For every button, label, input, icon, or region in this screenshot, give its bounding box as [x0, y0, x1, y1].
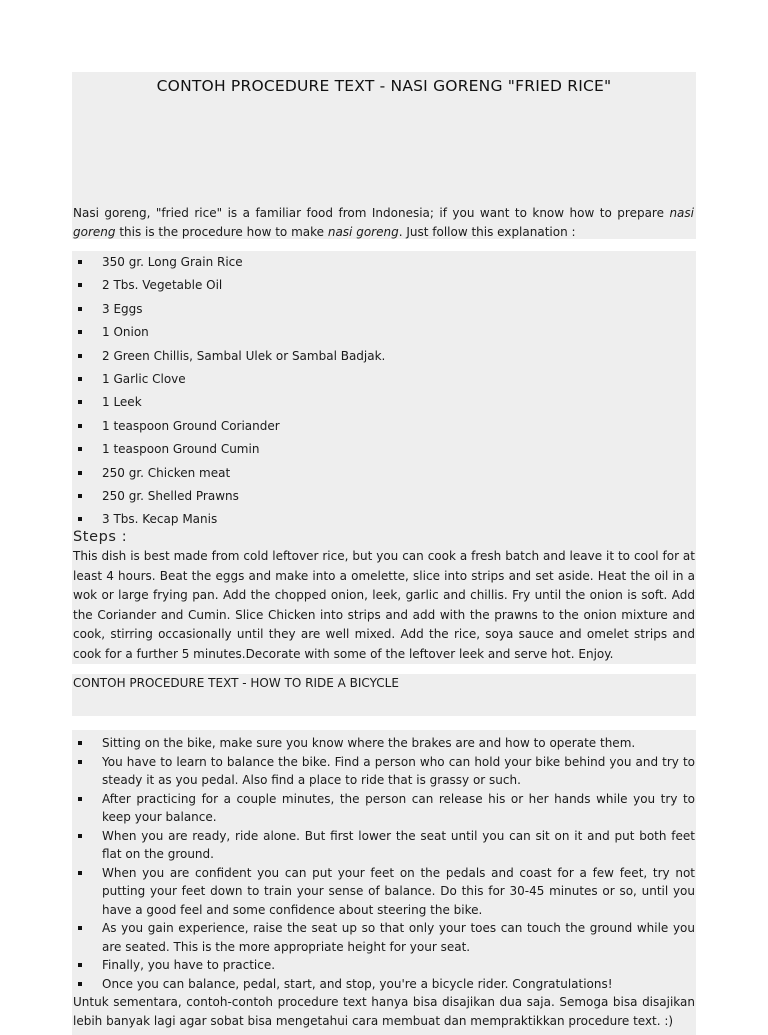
- square-bullet-icon: [78, 330, 82, 334]
- square-bullet-icon: [78, 377, 82, 381]
- bike-step-text: As you gain experience, raise the seat up so that only your toes can touch the ground while you are seated. This is the more appropriate height for your seat.: [102, 921, 695, 954]
- square-bullet-icon: [78, 307, 82, 311]
- ingredient-item: [72, 415, 696, 438]
- bike-step-text: Finally, you have to practice.: [102, 958, 276, 972]
- ingredient-item: [72, 508, 696, 531]
- ingredient-item: [72, 391, 696, 414]
- ingredient-text: 2 Tbs. Vegetable Oil: [102, 278, 223, 293]
- bike-step-text: Once you can balance, pedal, start, and stop, you're a bicycle rider. Congratulations!: [102, 976, 613, 991]
- ingredient-item: [72, 485, 696, 508]
- bike-step-item: [72, 790, 696, 827]
- bike-step-item: [72, 919, 696, 956]
- bike-section-title: CONTOH PROCEDURE TEXT - HOW TO RIDE A BICYCLE: [73, 676, 399, 690]
- bike-step-item: [72, 734, 696, 753]
- bike-title-block: [72, 674, 696, 716]
- ingredient-text: 1 Onion: [102, 325, 149, 340]
- bike-step-text: You have to learn to balance the bike. Find a person who can hold your bike behind you and try to steady it as you pedal. Also find a place to ride that is grassy or such.: [102, 754, 695, 787]
- square-bullet-icon: [78, 400, 82, 404]
- ingredient-text: 3 Tbs. Kecap Manis: [102, 512, 218, 527]
- bike-step-item: [72, 753, 696, 790]
- ingredients-block: [72, 251, 696, 527]
- ingredient-text: 1 teaspoon Ground Cumin: [102, 442, 260, 457]
- square-bullet-icon: [78, 982, 82, 986]
- steps-block: [72, 527, 696, 664]
- steps-heading: Steps :: [72, 527, 696, 547]
- square-bullet-icon: [78, 760, 82, 764]
- ingredient-text: 1 Garlic Clove: [102, 371, 186, 386]
- square-bullet-icon: [78, 354, 82, 358]
- square-bullet-icon: [78, 871, 82, 875]
- ingredient-text: 250 gr. Chicken meat: [102, 465, 231, 480]
- bike-step-text: Sitting on the bike, make sure you know where the brakes are and how to operate them.: [102, 736, 636, 750]
- ingredient-text: 1 Leek: [102, 395, 142, 410]
- intro-text-3: . Just follow this explanation :: [398, 224, 576, 239]
- bike-step-text: After practicing for a couple minutes, the person can release his or her hands while you try to keep your balance.: [102, 791, 695, 824]
- ingredient-text: 350 gr. Long Grain Rice: [102, 255, 243, 269]
- ingredient-text: 3 Eggs: [102, 301, 143, 316]
- steps-paragraph: This dish is best made from cold leftover rice, but you can cook a fresh batch and leave it to cool for at least 4 hours. Beat the eggs and make into a omelette, slice into strips and set aside. Heat the oil in a wok or large frying pan. Add the chopped onion, leek, garlic and chillis. Fry until the onion is soft. Add the Coriander and Cumin. Slice Chicken into strips and add with the prawns to the onion mixture and cook, stirring occasionally until they are well mixed. Add the rice, soya sauce and omelet strips and cook for a further 5 minutes.Decorate with some of the leftover leek and serve hot. Enjoy.: [72, 547, 696, 664]
- intro-block: [72, 134, 696, 239]
- ingredient-text: 2 Green Chillis, Sambal Ulek or Sambal Badjak.: [102, 348, 386, 363]
- square-bullet-icon: [78, 741, 82, 745]
- square-bullet-icon: [78, 517, 82, 521]
- bike-step-item: [72, 975, 696, 994]
- ingredient-text: 1 teaspoon Ground Coriander: [102, 418, 280, 433]
- closing-paragraph: Untuk sementara, contoh-contoh procedure text hanya bisa disajikan dua saja. Semoga bisa disajikan lebih banyak lagi agar sobat bisa mengetahui cara membuat dan mempraktikkan procedure text. :): [72, 993, 696, 1035]
- intro-italic-1: nasi goreng: [73, 206, 694, 239]
- square-bullet-icon: [78, 834, 82, 838]
- square-bullet-icon: [78, 494, 82, 498]
- bike-step-text: When you are ready, ride alone. But first lower the seat until you can sit on it and put both feet flat on the ground.: [102, 828, 695, 861]
- ingredient-text: 250 gr. Shelled Prawns: [102, 488, 239, 503]
- bike-step-item: [72, 827, 696, 864]
- square-bullet-icon: [78, 283, 82, 287]
- bike-steps-block: [72, 730, 696, 1035]
- ingredient-item: [72, 438, 696, 461]
- ingredient-item: [72, 298, 696, 321]
- square-bullet-icon: [78, 424, 82, 428]
- ingredient-item: [72, 345, 696, 368]
- intro-italic-2: nasi goreng: [327, 224, 399, 239]
- square-bullet-icon: [78, 447, 82, 451]
- intro-text-1: Nasi goreng, "fried rice" is a familiar food from Indonesia; if you want to know how to prepare: [73, 206, 670, 220]
- square-bullet-icon: [78, 963, 82, 967]
- ingredient-item: [72, 368, 696, 391]
- square-bullet-icon: [78, 926, 82, 930]
- square-bullet-icon: [78, 471, 82, 475]
- ingredient-item: [72, 462, 696, 485]
- ingredients-list: [72, 251, 696, 532]
- ingredient-item: [72, 321, 696, 344]
- bike-steps-list: [72, 734, 696, 993]
- bike-step-text: When you are confident you can put your feet on the pedals and coast for a few feet, try not putting your feet down to train your sense of balance. Do this for 30-45 minutes or so, until you have a good feel and some confidence about steering the bike.: [102, 865, 695, 917]
- document-page: [72, 72, 696, 1035]
- square-bullet-icon: [78, 797, 82, 801]
- title-block: [72, 72, 696, 134]
- intro-text-2: this is the procedure how to make: [115, 224, 328, 239]
- bike-step-item: [72, 864, 696, 920]
- ingredient-item: [72, 274, 696, 297]
- bike-step-item: [72, 956, 696, 975]
- page-title: CONTOH PROCEDURE TEXT - NASI GORENG "FRIED RICE": [156, 77, 612, 95]
- square-bullet-icon: [78, 260, 82, 264]
- ingredient-item: [72, 251, 696, 274]
- intro-paragraph: [73, 204, 694, 241]
